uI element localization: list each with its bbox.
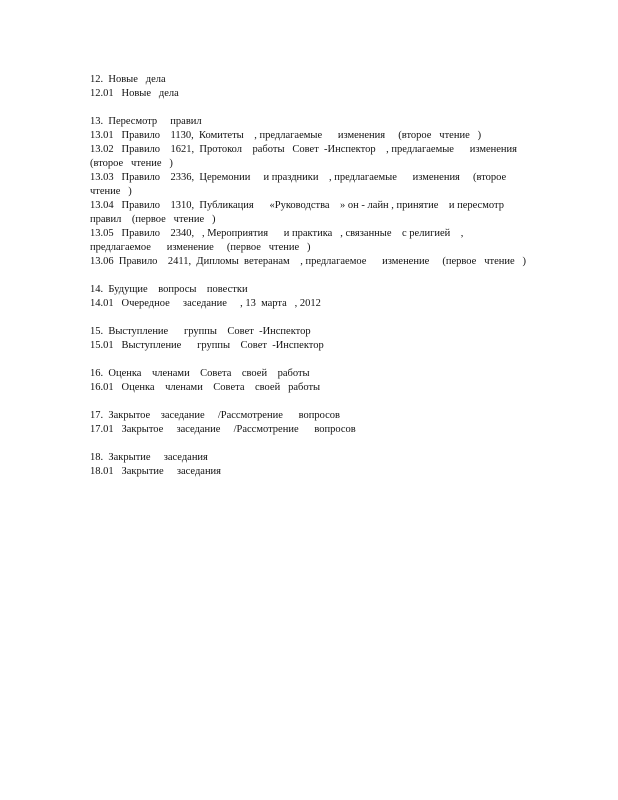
- agenda-section-18: [90, 451, 540, 479]
- agenda-section-13: [90, 115, 540, 269]
- section-heading: 14. Будущие вопросы повестки: [90, 284, 248, 295]
- agenda-item: 15.01 Выступление группы Совет -Инспектор: [90, 340, 324, 351]
- agenda-item: 16.01 Оценка членами Совета своей работы: [90, 382, 321, 393]
- section-heading: 15. Выступление группы Совет -Инспектор: [90, 326, 311, 337]
- agenda-item: 14.01 Очередное заседание , 13 марта , 2012: [90, 298, 321, 309]
- agenda-item: 18.01 Закрытие заседания: [90, 466, 222, 477]
- agenda-item: 13.05 Правило 2340, , Мероприятия и практика , связанные с религией ,: [90, 228, 464, 239]
- agenda-item: 17.01 Закрытое заседание /Рассмотрение вопросов: [90, 424, 356, 435]
- agenda-item: 12.01 Новые дела: [90, 88, 179, 99]
- agenda-list: [90, 73, 540, 493]
- agenda-section-14: [90, 283, 540, 311]
- agenda-item: 13.02 Правило 1621, Протокол работы Совет -Инспектор , предлагаемые изменения: [90, 144, 517, 155]
- agenda-item-continuation: (второе чтение ): [90, 158, 173, 169]
- agenda-item: 13.04 Правило 1310, Публикация «Руководства » он - лайн , принятие и пересмотр: [90, 200, 504, 211]
- section-heading: 17. Закрытое заседание /Рассмотрение вопросов: [90, 410, 340, 421]
- section-heading: 13. Пересмотр правил: [90, 116, 202, 127]
- agenda-item: 13.06 Правило 2411, Дипломы ветеранам , предлагаемое изменение (первое чтение ): [90, 256, 526, 267]
- agenda-section-12: [90, 73, 540, 101]
- agenda-section-15: [90, 325, 540, 353]
- section-heading: 12. Новые дела: [90, 74, 166, 85]
- section-heading: 18. Закрытие заседания: [90, 452, 208, 463]
- agenda-item-continuation: правил (первое чтение ): [90, 214, 216, 225]
- agenda-item-continuation: предлагаемое изменение (первое чтение ): [90, 242, 311, 253]
- agenda-section-17: [90, 409, 540, 437]
- agenda-item: 13.03 Правило 2336, Церемонии и праздники , предлагаемые изменения (второе: [90, 172, 507, 183]
- agenda-item: 13.01 Правило 1130, Комитеты , предлагаемые изменения (второе чтение ): [90, 130, 482, 141]
- section-heading: 16. Оценка членами Совета своей работы: [90, 368, 310, 379]
- agenda-item-continuation: чтение ): [90, 186, 132, 197]
- agenda-section-16: [90, 367, 540, 395]
